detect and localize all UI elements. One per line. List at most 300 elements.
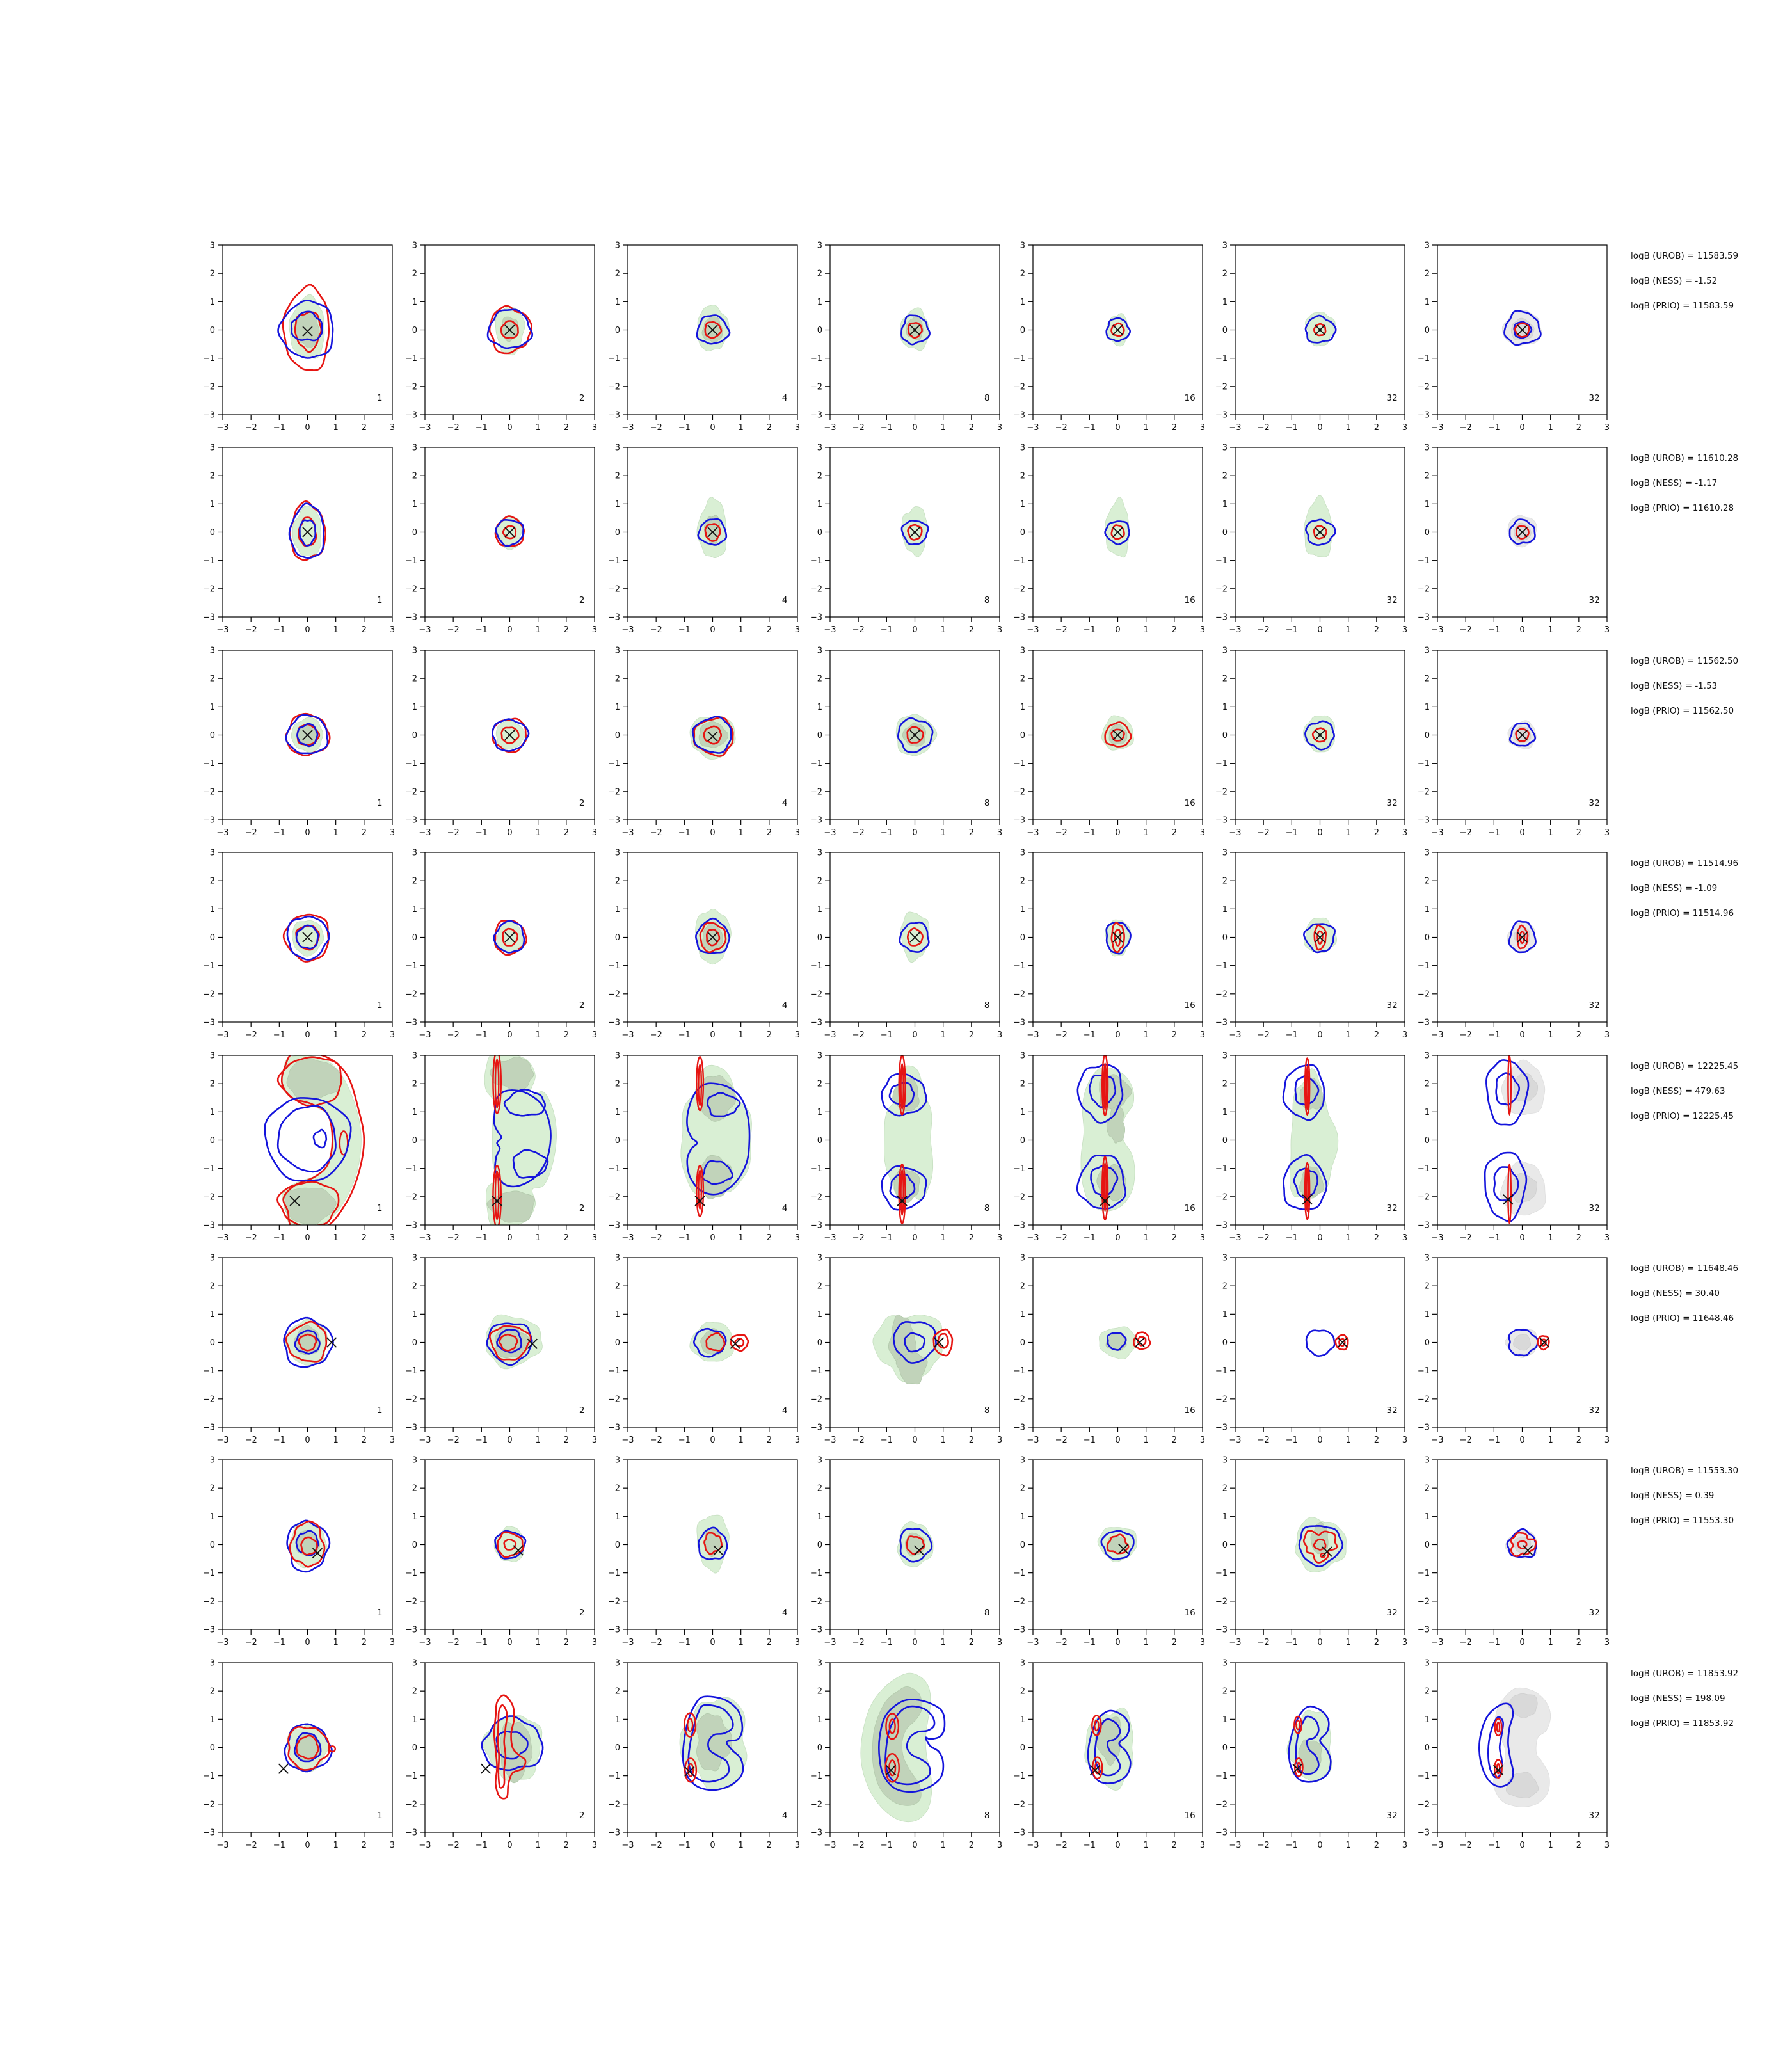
y-tick-label: 1: [1222, 1107, 1228, 1117]
x-tick-label: −2: [1257, 1233, 1270, 1243]
x-tick-label: −3: [1229, 423, 1242, 433]
y-tick-label: 3: [1020, 1051, 1025, 1061]
logb-urob: logB (UROB) = 11553.30: [1631, 1466, 1739, 1476]
x-tick-label: −3: [1027, 1030, 1039, 1041]
x-tick-label: 1: [1143, 423, 1149, 433]
x-tick-label: −2: [650, 1233, 662, 1243]
x-tick-label: 2: [1373, 1030, 1379, 1041]
y-tick-label: −2: [810, 584, 823, 595]
x-tick-label: −1: [1488, 828, 1501, 838]
x-tick-label: −3: [1431, 828, 1444, 838]
y-tick-label: −2: [405, 382, 418, 392]
x-tick-label: 0: [710, 828, 716, 838]
x-tick-label: 3: [592, 423, 598, 433]
y-tick-label: 2: [412, 269, 418, 279]
y-tick-label: −1: [1418, 1569, 1430, 1579]
x-tick-label: 2: [1576, 1638, 1582, 1648]
y-tick-label: 2: [1222, 1686, 1228, 1697]
x-tick-label: 3: [794, 1233, 800, 1243]
y-tick-label: 2: [1020, 1281, 1025, 1292]
x-tick-label: 1: [1143, 1436, 1149, 1445]
subplot-r3c7: [1411, 643, 1622, 847]
x-tick-label: −3: [824, 1233, 836, 1243]
y-tick-label: 2: [209, 472, 215, 482]
y-tick-label: 3: [209, 848, 215, 858]
x-tick-label: −1: [1488, 625, 1501, 636]
y-tick-label: 2: [1425, 269, 1430, 279]
x-tick-label: −1: [678, 625, 691, 636]
y-tick-label: 0: [614, 1540, 620, 1551]
x-tick-label: 0: [710, 1233, 716, 1243]
y-tick-label: −2: [1012, 382, 1025, 392]
y-tick-label: −2: [405, 787, 418, 797]
y-tick-label: −3: [1418, 815, 1430, 826]
x-tick-label: 3: [592, 1840, 598, 1850]
subplot-r8c1: [196, 1655, 407, 1860]
x-tick-label: 3: [1402, 1638, 1408, 1648]
y-tick-label: 1: [209, 1107, 215, 1117]
x-tick-label: −3: [216, 1840, 229, 1850]
logb-prio: logB (PRIO) = 11514.96: [1631, 908, 1734, 918]
x-tick-label: 2: [361, 423, 367, 433]
x-tick-label: 2: [361, 1638, 367, 1648]
y-tick-label: 0: [1020, 1540, 1025, 1551]
x-tick-label: 0: [305, 828, 310, 838]
subplot-r5c6: [1208, 1048, 1420, 1252]
x-tick-label: 0: [912, 625, 918, 636]
y-tick-label: 2: [209, 674, 215, 684]
x-tick-label: 0: [507, 625, 513, 636]
x-tick-label: 2: [766, 1233, 772, 1243]
x-tick-label: −2: [852, 1436, 865, 1445]
x-tick-label: −3: [824, 1840, 836, 1850]
x-tick-label: −3: [216, 1436, 229, 1445]
y-tick-label: 1: [1020, 702, 1025, 712]
x-tick-label: 0: [305, 1030, 310, 1041]
y-tick-label: 0: [1222, 1135, 1228, 1146]
y-tick-label: 3: [209, 1253, 215, 1263]
x-tick-label: 0: [1114, 1233, 1121, 1243]
y-tick-label: −3: [1012, 1220, 1025, 1231]
y-tick-label: 3: [1425, 1455, 1430, 1466]
y-tick-label: 3: [1020, 1253, 1025, 1263]
x-tick-label: 3: [592, 1436, 598, 1445]
x-tick-label: −2: [244, 1233, 257, 1243]
x-tick-label: −1: [1083, 423, 1096, 433]
x-tick-label: −1: [678, 1233, 691, 1243]
x-tick-label: 0: [912, 1638, 918, 1648]
y-tick-label: 0: [1222, 1338, 1228, 1348]
x-tick-label: 0: [912, 1436, 918, 1445]
x-tick-label: 0: [305, 1840, 310, 1850]
y-tick-label: 3: [1020, 1658, 1025, 1668]
logb-ness: logB (NESS) = -1.52: [1631, 276, 1718, 286]
subplot-corner-label: 4: [781, 595, 788, 606]
x-tick-label: 0: [912, 1840, 918, 1850]
x-tick-label: −2: [650, 1638, 662, 1648]
x-tick-label: 2: [1373, 423, 1379, 433]
x-tick-label: −2: [650, 828, 662, 838]
subplot-corner-label: 8: [984, 1405, 990, 1416]
x-tick-label: 3: [1402, 1030, 1408, 1041]
subplot-corner-label: 32: [1386, 797, 1398, 808]
y-tick-label: −3: [1215, 815, 1228, 826]
subplot-corner-label: 2: [579, 1405, 585, 1416]
x-tick-label: −1: [1083, 1638, 1096, 1648]
y-tick-label: 3: [614, 1253, 620, 1263]
y-tick-label: 3: [209, 443, 215, 453]
subplot-r4c3: [601, 845, 812, 1050]
x-tick-label: −3: [1431, 1030, 1444, 1041]
subplot-r4c4: [803, 845, 1014, 1050]
y-tick-label: 3: [209, 646, 215, 656]
y-tick-label: 1: [614, 702, 620, 712]
subplot-r4c2: [398, 845, 609, 1050]
y-tick-label: 3: [1222, 1455, 1228, 1466]
y-tick-label: 0: [1425, 528, 1430, 538]
x-tick-label: 3: [1604, 1233, 1610, 1243]
x-tick-label: −1: [476, 625, 488, 636]
x-tick-label: 0: [1317, 828, 1323, 838]
y-tick-label: 1: [1020, 1512, 1025, 1523]
y-tick-label: −1: [810, 556, 823, 566]
y-tick-label: −3: [1012, 1625, 1025, 1635]
y-tick-label: 0: [412, 326, 418, 335]
y-tick-label: 3: [1020, 241, 1025, 251]
y-tick-label: −3: [607, 1423, 620, 1433]
row-5-annotations: [1631, 1062, 1792, 1137]
x-tick-label: −1: [678, 423, 691, 433]
y-tick-label: 2: [1425, 472, 1430, 482]
y-tick-label: 3: [817, 1455, 823, 1466]
y-tick-label: −1: [810, 1771, 823, 1781]
subplot-r8c4: [803, 1655, 1014, 1860]
subplot-corner-label: 16: [1184, 1405, 1196, 1416]
x-tick-label: 1: [535, 1233, 541, 1243]
y-tick-label: 2: [817, 876, 823, 886]
y-tick-label: 0: [1425, 1743, 1430, 1753]
x-tick-label: 2: [564, 1030, 570, 1041]
y-tick-label: 2: [817, 269, 823, 279]
y-tick-label: 1: [412, 702, 418, 712]
subplot-corner-label: 8: [984, 1608, 990, 1619]
y-tick-label: −2: [810, 787, 823, 797]
x-marker: [278, 1764, 288, 1773]
y-tick-label: −1: [202, 1569, 215, 1579]
subplot-corner-label: 32: [1386, 1203, 1398, 1213]
subplot-corner-label: 4: [781, 1608, 788, 1619]
y-tick-label: 2: [209, 269, 215, 279]
x-tick-label: 2: [564, 1638, 570, 1648]
x-tick-label: 3: [592, 625, 598, 636]
x-tick-label: 3: [1402, 1233, 1408, 1243]
x-tick-label: −3: [1229, 1840, 1242, 1850]
y-tick-label: −1: [810, 1569, 823, 1579]
x-tick-label: 2: [1576, 1233, 1582, 1243]
x-tick-label: −3: [621, 1436, 634, 1445]
logb-ness: logB (NESS) = 198.09: [1631, 1693, 1725, 1704]
y-tick-label: −1: [1418, 556, 1430, 566]
x-tick-label: 1: [1548, 1030, 1554, 1041]
y-tick-label: −3: [405, 1625, 418, 1635]
subplot-r6c1: [196, 1250, 407, 1455]
x-tick-label: −2: [1055, 1030, 1068, 1041]
x-tick-label: 3: [1604, 828, 1610, 838]
y-tick-label: 0: [209, 528, 215, 538]
logb-ness: logB (NESS) = 30.40: [1631, 1288, 1720, 1299]
subplot-r4c5: [1006, 845, 1217, 1050]
y-tick-label: 3: [1222, 443, 1228, 453]
x-tick-label: 0: [710, 1840, 716, 1850]
subplot-r8c5: [1006, 1655, 1217, 1860]
x-tick-label: 1: [535, 1436, 541, 1445]
y-tick-label: 1: [1222, 905, 1228, 915]
y-tick-label: 1: [412, 500, 418, 510]
x-tick-label: 1: [1548, 1638, 1554, 1648]
x-tick-label: 0: [1317, 1638, 1323, 1648]
y-tick-label: 1: [209, 1715, 215, 1725]
x-tick-label: 0: [305, 1436, 310, 1445]
y-tick-label: 1: [614, 1107, 620, 1117]
x-tick-label: −3: [216, 423, 229, 433]
subplot-corner-label: 1: [376, 595, 383, 606]
x-tick-label: −2: [650, 1840, 662, 1850]
y-tick-label: 0: [614, 1338, 620, 1348]
x-tick-label: −1: [273, 625, 285, 636]
subplot-corner-label: 32: [1588, 1000, 1601, 1011]
y-tick-label: −1: [1215, 758, 1228, 769]
y-tick-label: 1: [1425, 500, 1430, 510]
x-tick-label: 0: [1114, 625, 1121, 636]
y-tick-label: −1: [607, 758, 620, 769]
x-tick-label: −3: [1431, 1840, 1444, 1850]
y-tick-label: 0: [209, 1540, 215, 1551]
x-tick-label: 2: [1373, 625, 1379, 636]
x-tick-label: 3: [1199, 1233, 1205, 1243]
y-tick-label: 1: [614, 297, 620, 307]
logb-urob: logB (UROB) = 11583.59: [1631, 251, 1739, 261]
x-tick-label: 3: [1402, 423, 1408, 433]
subplot-corner-label: 8: [984, 1000, 990, 1011]
x-tick-label: −2: [1257, 1638, 1270, 1648]
y-tick-label: 3: [1020, 646, 1025, 656]
x-tick-label: −2: [1055, 828, 1068, 838]
x-tick-label: −3: [419, 1030, 431, 1041]
y-tick-label: 0: [1425, 326, 1430, 335]
y-tick-label: −2: [1012, 1395, 1025, 1405]
subplot-r2c4: [803, 440, 1014, 644]
y-tick-label: 3: [614, 1658, 620, 1668]
x-tick-label: −3: [419, 828, 431, 838]
x-tick-label: 0: [1519, 828, 1526, 838]
y-tick-label: −3: [810, 1018, 823, 1028]
x-tick-label: −3: [419, 1233, 431, 1243]
x-tick-label: −3: [1229, 1436, 1242, 1445]
axes-box: [1235, 1258, 1405, 1427]
y-tick-label: −2: [810, 1800, 823, 1810]
y-tick-label: 1: [412, 905, 418, 915]
x-tick-label: 3: [794, 625, 800, 636]
y-tick-label: 2: [1425, 1281, 1430, 1292]
x-tick-label: −1: [880, 1840, 893, 1850]
y-tick-label: −1: [405, 961, 418, 972]
x-tick-label: 0: [305, 423, 310, 433]
x-tick-label: −1: [880, 828, 893, 838]
y-tick-label: 3: [817, 646, 823, 656]
x-tick-label: −1: [273, 1233, 285, 1243]
y-tick-label: 2: [1425, 1484, 1430, 1494]
x-tick-label: 3: [389, 1840, 396, 1850]
logb-ness: logB (NESS) = -1.17: [1631, 478, 1718, 488]
x-tick-label: 3: [794, 423, 800, 433]
x-tick-label: 0: [1317, 625, 1323, 636]
y-tick-label: −2: [1215, 1800, 1228, 1810]
y-tick-label: −2: [1418, 1192, 1430, 1202]
x-tick-label: −2: [852, 625, 865, 636]
row-7-annotations: [1631, 1467, 1792, 1542]
y-tick-label: −1: [1418, 1164, 1430, 1174]
y-tick-label: 0: [412, 1540, 418, 1551]
x-tick-label: 1: [1345, 423, 1351, 433]
y-tick-label: 1: [817, 1512, 823, 1523]
y-tick-label: −2: [1215, 584, 1228, 595]
y-tick-label: 1: [614, 1715, 620, 1725]
x-tick-label: −3: [216, 1638, 229, 1648]
x-tick-label: 0: [1317, 1436, 1323, 1445]
x-tick-label: 1: [535, 625, 541, 636]
x-tick-label: 2: [1171, 828, 1177, 838]
x-tick-label: −3: [1431, 1436, 1444, 1445]
y-tick-label: 1: [817, 1715, 823, 1725]
row-1-annotations: [1631, 252, 1792, 327]
y-tick-label: 0: [1222, 326, 1228, 335]
y-tick-label: 3: [1222, 1658, 1228, 1668]
y-tick-label: 2: [209, 876, 215, 886]
y-tick-label: 0: [1425, 1338, 1430, 1348]
x-tick-label: 2: [564, 625, 570, 636]
x-tick-label: 1: [333, 828, 339, 838]
x-tick-label: −2: [447, 1233, 460, 1243]
x-tick-label: −3: [1027, 625, 1039, 636]
y-tick-label: 1: [614, 1309, 620, 1320]
x-tick-label: −3: [1027, 1233, 1039, 1243]
y-tick-label: 1: [817, 905, 823, 915]
y-tick-label: −1: [1215, 1366, 1228, 1377]
x-tick-label: −3: [1229, 1233, 1242, 1243]
subplot-corner-label: 32: [1588, 1608, 1601, 1619]
y-tick-label: 1: [817, 1309, 823, 1320]
x-tick-label: −1: [678, 1840, 691, 1850]
subplot-r1c1: [196, 237, 407, 442]
x-tick-label: −2: [1055, 1436, 1068, 1445]
y-tick-label: −1: [202, 1771, 215, 1781]
y-tick-label: −2: [1215, 989, 1228, 1000]
subplot-corner-label: 4: [781, 1810, 788, 1821]
y-tick-label: −1: [1012, 556, 1025, 566]
y-tick-label: 0: [1222, 1743, 1228, 1753]
y-tick-label: −3: [1012, 612, 1025, 623]
x-tick-label: −3: [1431, 1638, 1444, 1648]
subplot-r3c6: [1208, 643, 1420, 847]
x-tick-label: −3: [824, 828, 836, 838]
x-tick-label: 2: [766, 1436, 772, 1445]
y-tick-label: 3: [412, 241, 418, 251]
x-tick-label: −3: [621, 828, 634, 838]
y-tick-label: 3: [1222, 1253, 1228, 1263]
x-tick-label: −1: [476, 1233, 488, 1243]
y-tick-label: 1: [614, 1512, 620, 1523]
x-tick-label: 1: [333, 1638, 339, 1648]
x-tick-label: 2: [1373, 828, 1379, 838]
y-tick-label: 2: [412, 876, 418, 886]
x-tick-label: 1: [333, 1840, 339, 1850]
y-tick-label: −3: [405, 815, 418, 826]
y-tick-label: 2: [614, 674, 620, 684]
y-tick-label: −2: [405, 1395, 418, 1405]
y-tick-label: 3: [209, 1658, 215, 1668]
x-tick-label: −1: [476, 423, 488, 433]
y-tick-label: 1: [817, 702, 823, 712]
y-tick-label: 0: [1222, 528, 1228, 538]
y-tick-label: 1: [1020, 500, 1025, 510]
y-tick-label: −1: [607, 1569, 620, 1579]
subplot-corner-label: 8: [984, 1203, 990, 1213]
x-tick-label: −3: [1027, 1840, 1039, 1850]
x-tick-label: −2: [1257, 1436, 1270, 1445]
x-tick-label: 3: [1604, 625, 1610, 636]
subplot-r2c5: [1006, 440, 1217, 644]
y-tick-label: 2: [412, 1686, 418, 1697]
y-tick-label: 0: [1020, 730, 1025, 740]
logb-prio: logB (PRIO) = 11583.59: [1631, 301, 1734, 311]
y-tick-label: 0: [1020, 326, 1025, 335]
y-tick-label: −3: [1418, 1220, 1430, 1231]
x-tick-label: 3: [997, 1030, 1003, 1041]
x-tick-label: 2: [564, 423, 570, 433]
y-tick-label: 0: [1020, 1743, 1025, 1753]
x-tick-label: −1: [273, 1436, 285, 1445]
y-tick-label: 3: [817, 848, 823, 858]
x-tick-label: 0: [1317, 423, 1323, 433]
y-tick-label: 0: [412, 1338, 418, 1348]
x-tick-label: 1: [1548, 423, 1554, 433]
x-tick-label: 3: [1199, 625, 1205, 636]
y-tick-label: −2: [810, 1395, 823, 1405]
y-tick-label: −3: [607, 1220, 620, 1231]
y-tick-label: −3: [607, 1625, 620, 1635]
x-tick-label: −1: [476, 1840, 488, 1850]
x-tick-label: 3: [794, 828, 800, 838]
x-tick-label: −1: [1488, 423, 1501, 433]
subplot-r7c2: [398, 1452, 609, 1657]
y-tick-label: −2: [1215, 1597, 1228, 1607]
x-tick-label: −2: [650, 1436, 662, 1445]
subplot-corner-label: 16: [1184, 595, 1196, 606]
subplot-corner-label: 32: [1588, 797, 1601, 808]
x-tick-label: −3: [621, 1030, 634, 1041]
x-tick-label: −3: [621, 1840, 634, 1850]
y-tick-label: −2: [1012, 1800, 1025, 1810]
y-tick-label: −1: [1418, 354, 1430, 364]
x-tick-label: −2: [244, 423, 257, 433]
y-tick-label: 2: [817, 1079, 823, 1089]
x-tick-label: 1: [333, 423, 339, 433]
y-tick-label: −1: [202, 556, 215, 566]
subplot-corner-label: 4: [781, 1000, 788, 1011]
y-tick-label: 0: [209, 1338, 215, 1348]
x-tick-label: 0: [1114, 1030, 1121, 1041]
y-tick-label: 0: [817, 730, 823, 740]
